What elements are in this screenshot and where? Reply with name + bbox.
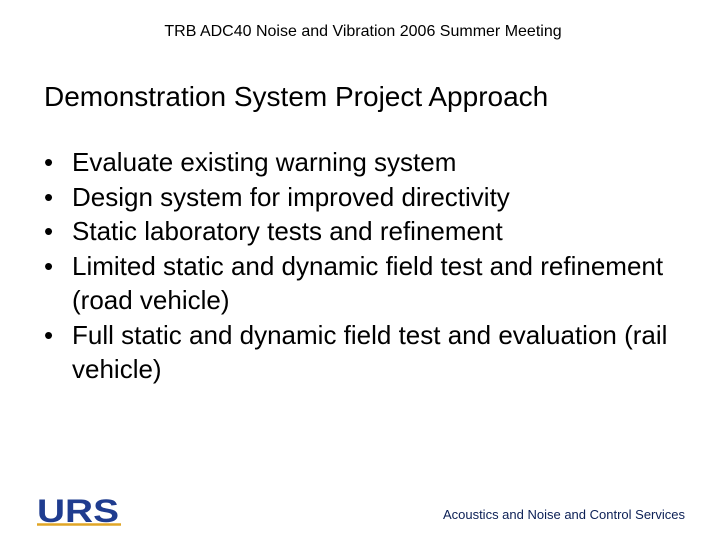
logo-text: URS xyxy=(37,497,119,527)
bullet-item xyxy=(44,214,704,249)
slide-title: Demonstration System Project Approach xyxy=(44,81,549,112)
bullet-marker: • xyxy=(44,319,54,350)
bullet-marker: • xyxy=(44,181,54,212)
footer-tagline: Acoustics and Noise and Control Services xyxy=(442,507,685,522)
bullet-item xyxy=(44,318,704,387)
urs-logo-icon xyxy=(37,497,121,527)
bullet-marker: • xyxy=(44,147,54,177)
bullet-marker: • xyxy=(44,216,54,246)
bullet-item xyxy=(44,180,704,215)
bullet-text: Evaluate existing warning system xyxy=(72,147,457,177)
bullet-item xyxy=(44,145,704,180)
bullet-text: Static laboratory tests and refinement xyxy=(72,216,503,246)
bullet-text: Design system for improved directivity xyxy=(72,181,510,212)
bullet-text: Full static and dynamic field test and evaluation (rail vehicle) xyxy=(72,319,668,384)
slide-header: TRB ADC40 Noise and Vibration 2006 Summer Meeting xyxy=(164,23,562,40)
bullet-item xyxy=(44,249,704,318)
bullet-text: Limited static and dynamic field test and refinement (road vehicle) xyxy=(72,250,664,315)
bullet-list xyxy=(44,145,704,387)
bullet-marker: • xyxy=(44,250,54,281)
